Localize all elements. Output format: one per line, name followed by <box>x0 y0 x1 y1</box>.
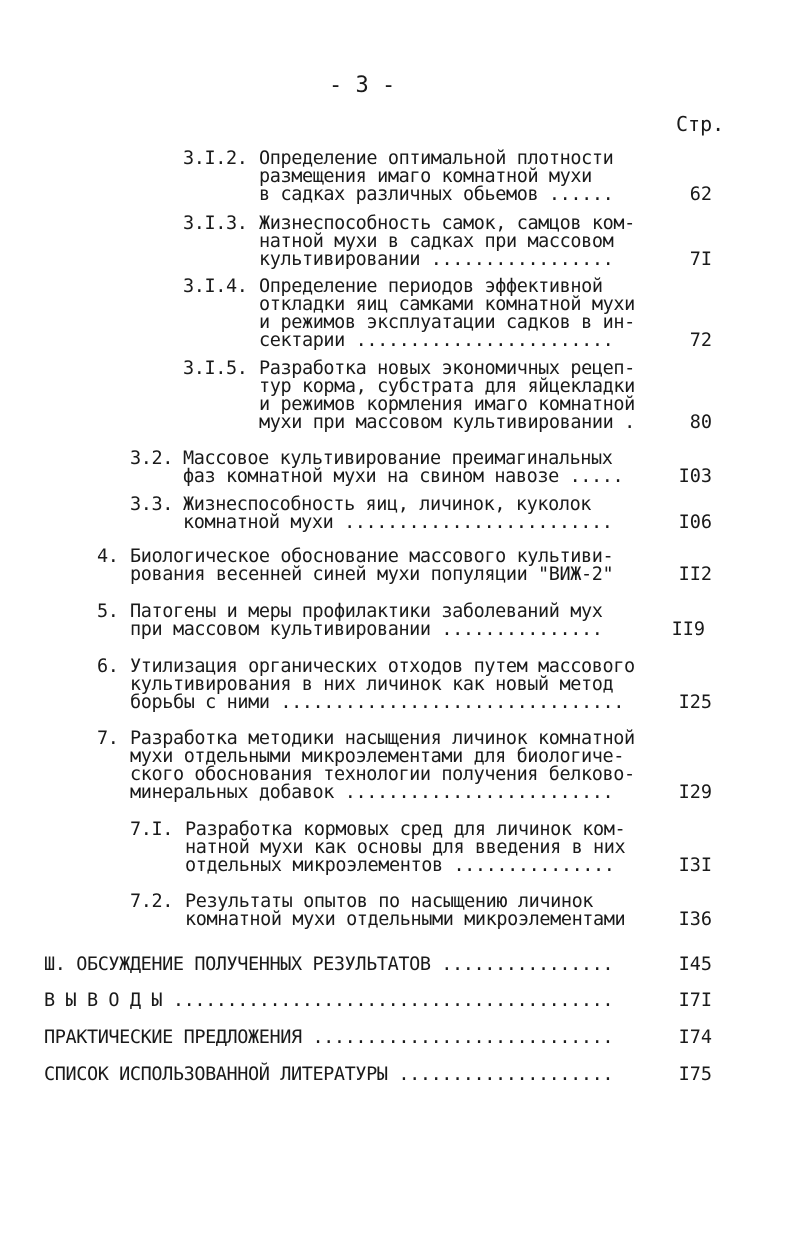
toc-entry-number: 3.I.4. <box>183 276 248 297</box>
toc-entry-number: 3.I.3. <box>183 213 248 234</box>
toc-entry-line: Разработка методики насыщения личинок комнатной <box>130 728 635 749</box>
toc-section-line: ПРАКТИЧЕСКИЕ ПРЕДЛОЖЕНИЯ ............................ <box>44 1027 614 1048</box>
page-number: - 3 - <box>329 73 396 98</box>
toc-entry-line: комнатной мухи отдельными микроэлементами <box>185 909 626 930</box>
toc-entry-line: борьбы с ними ................................ <box>130 692 624 713</box>
toc-entry-number: 5. <box>97 601 119 622</box>
toc-entry-page: 80 <box>689 412 712 433</box>
toc-entry-line: Жизнеспособность яиц, личинок, куколок <box>183 494 592 515</box>
toc-entry-line: Разработка кормовых сред для личинок ком- <box>185 819 626 840</box>
toc-entry-line: в садках различных обьемов ...... <box>259 184 614 205</box>
toc-entry-line: ского обоснования технологии получения белково- <box>130 764 635 785</box>
toc-entry-number: 7.2. <box>130 891 173 912</box>
toc-entry-page: I29 <box>678 782 712 803</box>
toc-entry-page: 62 <box>689 184 712 205</box>
toc-entry-line: откладки яиц самками комнатной мухи <box>259 294 635 315</box>
toc-entry-line: Определение периодов эффективной <box>259 276 603 297</box>
toc-entry-number: 3.I.2. <box>183 148 248 169</box>
toc-entry-line: Патогены и меры профилактики заболеваний мух <box>130 601 603 622</box>
toc-entry-line: размещения имаго комнатной мухи <box>259 166 592 187</box>
toc-section-line: Ш. ОБСУЖДЕНИЕ ПОЛУЧЕННЫХ РЕЗУЛЬТАТОВ ................ <box>44 954 614 975</box>
toc-entry-line: мухи отдельными микроэлементами для биологиче- <box>130 746 624 767</box>
toc-entry-number: 7. <box>97 728 119 749</box>
toc-entry-line: культивирования в них личинок как новый метод <box>130 674 614 695</box>
toc-entry-line: и режимов эксплуатации садков в ин- <box>259 312 635 333</box>
toc-section-line: СПИСОК ИСПОЛЬЗОВАННОЙ ЛИТЕРАТУРЫ .................... <box>44 1064 614 1085</box>
toc-entry-page: I3I <box>678 855 712 876</box>
toc-section-line: В Ы В О Д Ы ......................................... <box>44 990 614 1011</box>
toc-entry-number: 7.I. <box>130 819 173 840</box>
toc-entry-line: Определение оптимальной плотности <box>259 148 614 169</box>
toc-entry-page: I75 <box>678 1064 712 1085</box>
toc-entry-page: I36 <box>678 909 712 930</box>
toc-entry-line: отдельных микроэлементов ............... <box>185 855 615 876</box>
toc-entry-line: Утилизация органических отходов путем массового <box>130 656 635 677</box>
toc-entry-line: мухи при массовом культивировании . <box>259 412 635 433</box>
toc-entry-line: при массовом культивировании ............... <box>130 619 603 640</box>
toc-entry-line: Массовое культивирование преимагинальных <box>183 448 613 469</box>
toc-entry-line: комнатной мухи ......................... <box>183 512 613 533</box>
toc-entry-page: I06 <box>678 512 712 533</box>
toc-entry-line: натной мухи в садках при массовом <box>259 231 614 252</box>
toc-entry-page: 72 <box>689 330 712 351</box>
toc-entry-line: Биологическое обоснование массового культиви- <box>130 546 614 567</box>
toc-entry-number: 4. <box>97 546 119 567</box>
toc-entry-number: 3.I.5. <box>183 358 248 379</box>
toc-entry-page: I74 <box>678 1027 712 1048</box>
toc-entry-line: культивировании ................. <box>259 249 614 270</box>
toc-entry-line: минеральных добавок ......................... <box>130 782 614 803</box>
toc-entry-line: Жизнеспособность самок, самцов ком- <box>259 213 635 234</box>
toc-entry-page: II9 <box>671 619 705 640</box>
toc-entry-line: фаз комнатной мухи на свином навозе ..... <box>183 466 624 487</box>
toc-entry-line: сектарии ........................ <box>259 330 614 351</box>
toc-entry-line: Результаты опытов по насыщению личинок <box>185 891 594 912</box>
page-column-label: Стр. <box>676 112 725 136</box>
toc-entry-line: Разработка новых экономичных рецеп- <box>259 358 635 379</box>
toc-entry-line: рования весенней синей мухи популяции "ВИЖ-2" <box>130 564 614 585</box>
toc-entry-page: I45 <box>678 954 712 975</box>
toc-entry-line: натной мухи как основы для введения в них <box>185 837 626 858</box>
toc-entry-page: I25 <box>678 692 712 713</box>
toc-entry-page: I7I <box>678 990 712 1011</box>
toc-entry-line: тур корма, субстрата для яйцекладки <box>259 376 635 397</box>
toc-entry-line: и режимов кормления имаго комнатной <box>259 394 635 415</box>
toc-entry-number: 3.3. <box>130 494 173 515</box>
toc-entry-page: 7I <box>689 249 712 270</box>
toc-entry-number: 6. <box>97 656 119 677</box>
toc-entry-page: II2 <box>678 564 712 585</box>
toc-entry-page: I03 <box>678 466 712 487</box>
toc-entry-number: 3.2. <box>130 448 173 469</box>
